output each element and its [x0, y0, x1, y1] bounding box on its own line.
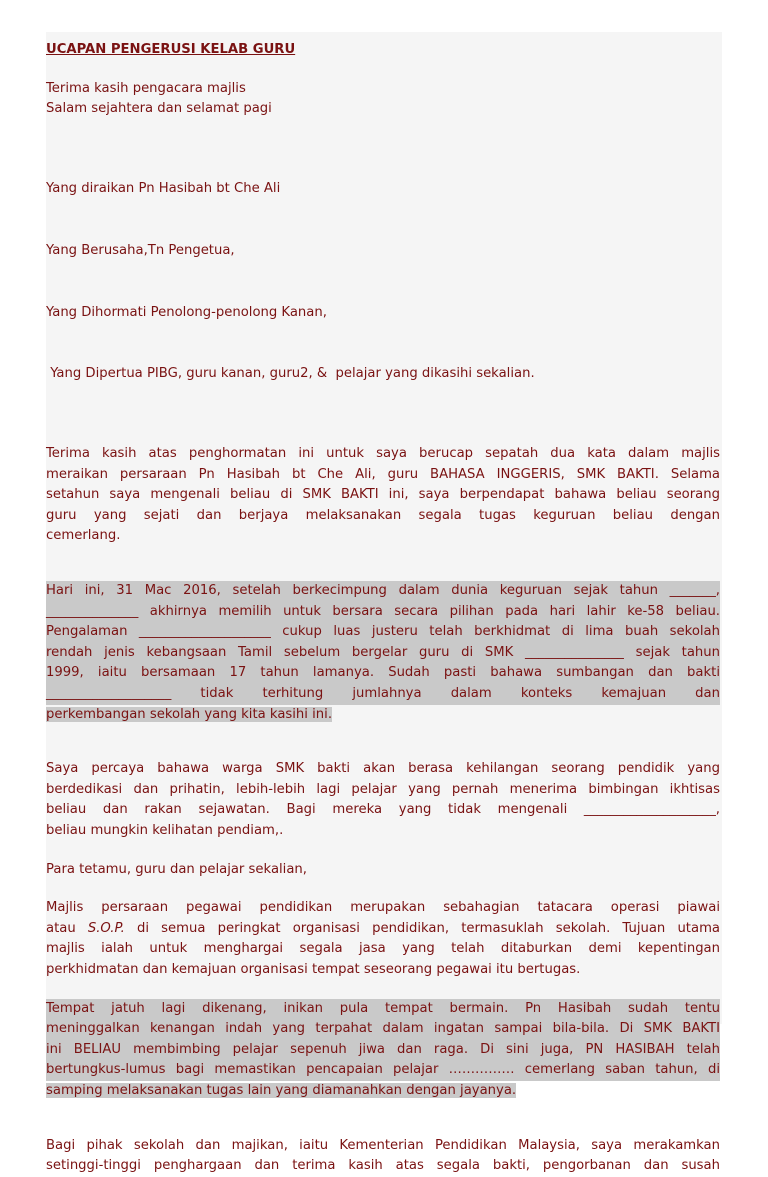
- paragraph-line: setahun saya mengenali beliau di SMK BAKTI ini, saya berpendapat bahawa beliau seorang: [46, 487, 720, 503]
- salutation-line: Yang Berusaha,Tn Pengetua,: [46, 242, 235, 258]
- salutation-block: [46, 138, 720, 426]
- paragraph-line: cemerlang.: [46, 528, 121, 544]
- paragraph-line: [46, 919, 720, 940]
- paragraph-line: beliau dan rakan sejawatan. Bagi mereka yang tidak mengenali ____________________,: [46, 802, 720, 818]
- paragraph-line: Bagi pihak sekolah dan majikan, iaitu Kementerian Pendidikan Malaysia, saya merakamkan: [46, 1137, 720, 1153]
- paragraph-appreciation: [46, 1136, 720, 1177]
- highlighted-line: meninggalkan kenangan indah yang terpahat dalam ingatan sampai bila-bila. Di SMK BAKTI: [46, 1019, 720, 1040]
- highlighted-line: [46, 705, 720, 726]
- highlighted-line: bertungkus-lumus bagi memastikan pencapaian pelajar …………… cemerlang saban tahun, di: [46, 1060, 720, 1081]
- paragraph-line: meraikan persaraan Pn Hasibah bt Che Ali, guru BAHASA INGGERIS, SMK BAKTI. Selama: [46, 466, 720, 482]
- inline-text: di semua peringkat organisasi pendidikan, termasuklah sekolah. Tujuan utama: [124, 920, 720, 936]
- salutation-line: Yang diraikan Pn Hasibah bt Che Ali: [46, 180, 281, 196]
- greeting-line: Terima kasih pengacara majlis: [46, 80, 246, 96]
- paragraph-memories-highlighted: [46, 999, 720, 1102]
- highlighted-line: rendah jenis kebangsaan Tamil sebelum bergelar guru di SMK _______________ sejak tahun: [46, 643, 720, 664]
- document-page: [46, 32, 722, 1174]
- salutation-line: Yang Dipertua PIBG, guru kanan, guru2, & pelajar yang dikasihi sekalian.: [46, 366, 535, 382]
- highlighted-text: samping melaksanakan tugas lain yang diamanahkan dengan jayanya.: [46, 1082, 517, 1098]
- paragraph-line: Terima kasih atas penghormatan ini untuk saya berucap sepatah dua kata dalam majlis: [46, 446, 720, 462]
- document-title: UCAPAN PENGERUSI KELAB GURU: [46, 42, 296, 57]
- greeting-block: [46, 79, 720, 120]
- highlighted-line: Tempat jatuh lagi dikenang, inikan pula tempat bermain. Pn Hasibah sudah tentu: [46, 999, 720, 1020]
- paragraph-line: Para tetamu, guru dan pelajar sekalian,: [46, 861, 307, 877]
- document-body: [46, 32, 720, 1177]
- sop-abbreviation: S.O.P.: [87, 920, 125, 936]
- salutation-line: Yang Dihormati Penolong-penolong Kanan,: [46, 304, 327, 320]
- paragraph-address: [46, 860, 720, 881]
- highlighted-line: ______________ akhirnya memilih untuk bersara secara pilihan pada hari lahir ke-58 beliau.: [46, 602, 720, 623]
- paragraph-line: perkhidmatan dan kemajuan organisasi tempat seseorang pegawai itu bertugas.: [46, 961, 581, 977]
- paragraph-line: guru yang sejati dan berjaya melaksanakan segala tugas keguruan beliau dengan: [46, 507, 720, 523]
- paragraph-line: beliau mungkin kelihatan pendiam,.: [46, 823, 284, 838]
- paragraph-dedication: [46, 759, 720, 841]
- paragraph-line: setinggi-tinggi penghargaan dan terima kasih atas segala bakti, pengorbanan dan susah: [46, 1158, 720, 1174]
- paragraph-line: majlis ialah untuk menghargai segala jasa yang telah ditaburkan demi kepentingan: [46, 941, 720, 957]
- highlighted-line: ___________________ tidak terhitung jumlahnya dalam konteks kemajuan dan: [46, 684, 720, 705]
- highlighted-line: 1999, iaitu bersamaan 17 tahun lamanya. Sudah pasti bahawa sumbangan dan bakti: [46, 663, 720, 684]
- greeting-line: Salam sejahtera dan selamat pagi: [46, 101, 272, 117]
- paragraph-line: Saya percaya bahawa warga SMK bakti akan berasa kehilangan seorang pendidik yang: [46, 761, 720, 777]
- inline-text: atau: [46, 920, 88, 936]
- paragraph-line: Majlis persaraan pegawai pendidikan merupakan sebahagian tatacara operasi piawai: [46, 900, 720, 916]
- paragraph-ceremony: [46, 898, 720, 980]
- paragraph-retirement-highlighted: [46, 581, 720, 725]
- highlighted-line: Pengalaman ____________________ cukup luas justeru telah berkhidmat di lima buah sekolah: [46, 622, 720, 643]
- highlighted-line: Hari ini, 31 Mac 2016, setelah berkecimpung dalam dunia keguruan sejak tahun _______,: [46, 581, 720, 602]
- paragraph-intro: [46, 444, 720, 547]
- highlighted-text: perkembangan sekolah yang kita kasihi ini.: [46, 706, 333, 722]
- highlighted-line: [46, 1081, 720, 1102]
- paragraph-line: berdedikasi dan prihatin, lebih-lebih lagi pelajar yang pernah menerima bimbingan ikhtisas: [46, 781, 720, 797]
- highlighted-line: ini BELIAU membimbing pelajar sepenuh jiwa dan raga. Di sini juga, PN HASIBAH telah: [46, 1040, 720, 1061]
